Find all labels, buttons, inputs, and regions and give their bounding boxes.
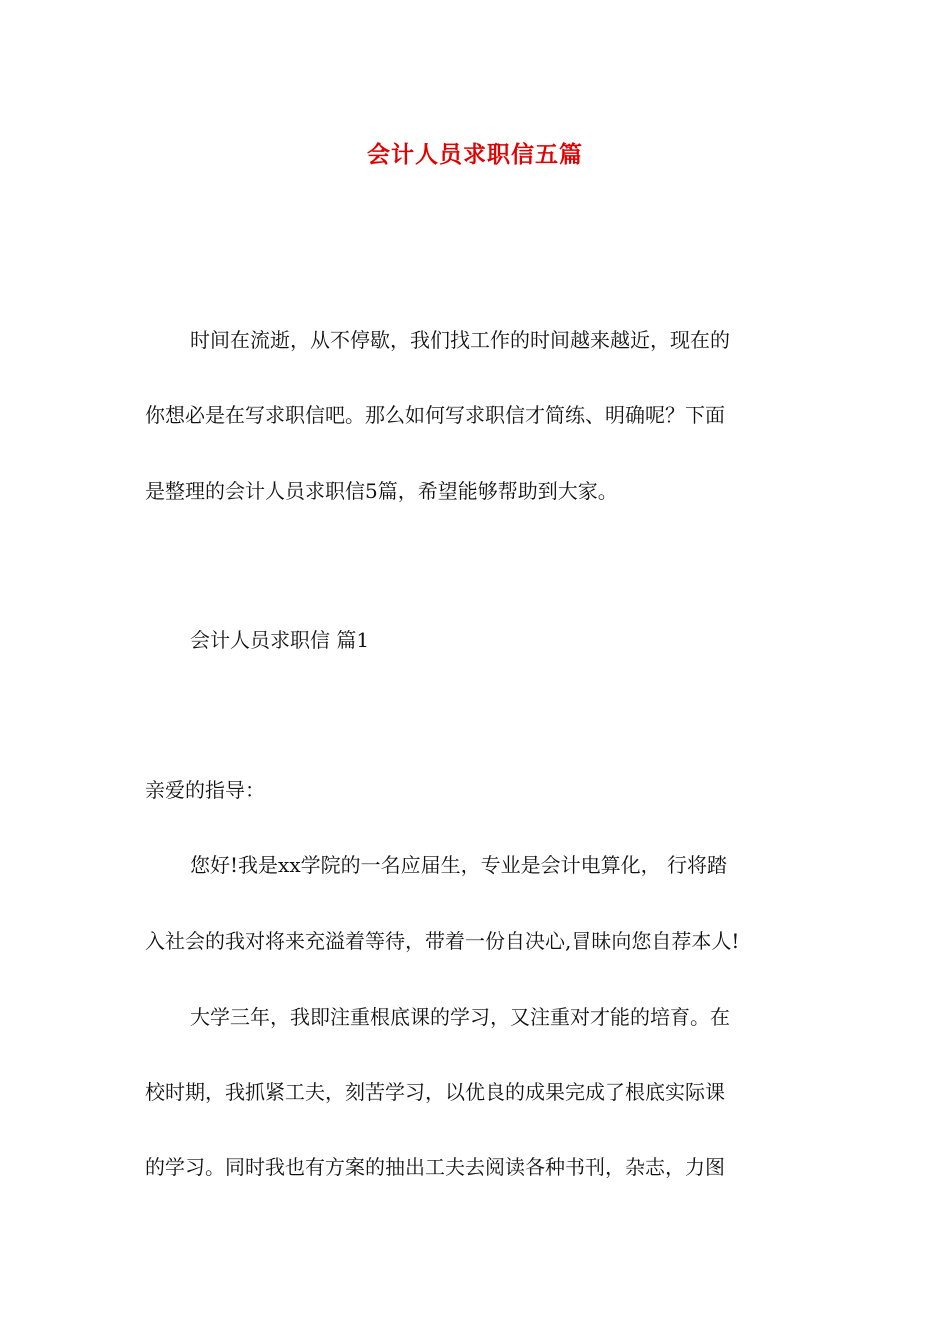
intro-line-2: 你想必是在写求职信吧。那么如何写求职信才简练、明确呢？下面: [145, 403, 725, 427]
salutation: 亲爱的指导：: [145, 778, 265, 802]
body-line-4: 校时期，我抓紧工夫，刻苦学习，以优良的成果完成了根底实际课: [145, 1080, 725, 1104]
body-line-5: 的学习。同时我也有方案的抽出工夫去阅读各种书刊，杂志，力图: [145, 1155, 725, 1179]
body-line-1: 您好!我是xx学院的一名应届生，专业是会计电算化， 行将踏: [190, 853, 727, 877]
intro-line-1: 时间在流逝，从不停歇，我们找工作的时间越来越近，现在的: [190, 328, 730, 352]
intro-line-3: 是整理的会计人员求职信5篇，希望能够帮助到大家。: [145, 479, 618, 503]
body-line-3: 大学三年，我即注重根底课的学习，又注重对才能的培育。在: [190, 1005, 730, 1029]
body-line-2: 入社会的我对将来充溢着等待，带着一份自决心,冒昧向您自荐本人!: [145, 929, 740, 953]
document-title: 会计人员求职信五篇: [367, 141, 583, 168]
section-heading: 会计人员求职信 篇1: [190, 628, 370, 652]
